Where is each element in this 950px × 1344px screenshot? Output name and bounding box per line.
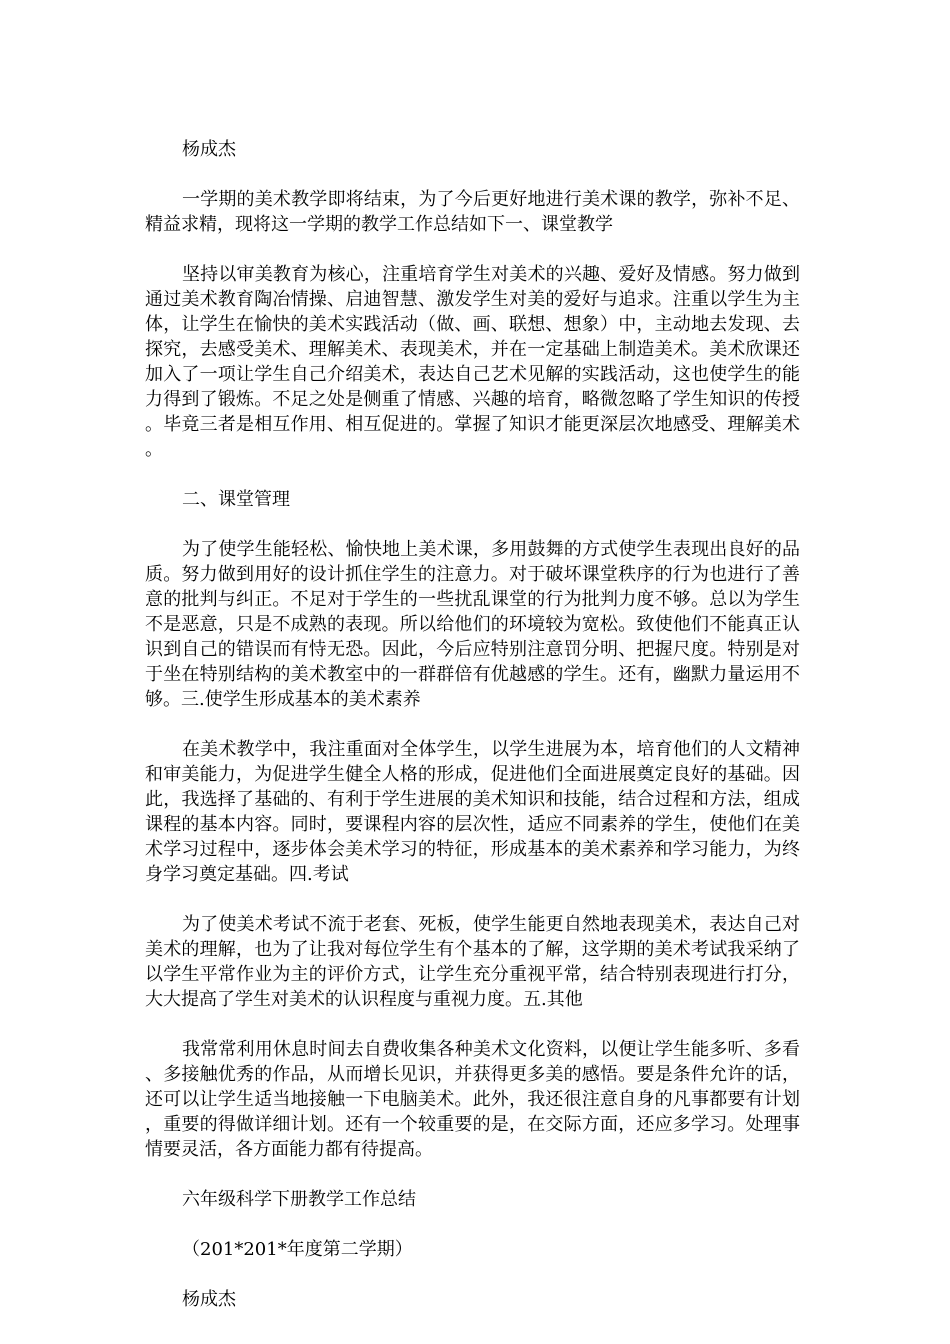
author-name: 杨成杰	[182, 139, 236, 160]
intro-paragraph: 一学期的美术教学即将结束，为了今后更好地进行美术课的教学，弥补不足、精益求精，现将这一学期的教学工作总结如下一、课堂教学	[145, 189, 800, 235]
second-document-author: 杨成杰	[182, 1289, 236, 1310]
classroom-teaching-paragraph: 坚持以审美教育为核心，注重培育学生对美术的兴趣、爱好及情感。努力做到通过美术教育陶冶情操、启迪智慧、激发学生对美的爱好与追求。注重以学生为主体，让学生在愉快的美术实践活动（做、画、联想、想象）中，主动地去发现、去探究，去感受美术、理解美术、表现美术，并在一定基础上制造美术。美术欣课还加入了一项让学生自己介绍美术，表达自己艺术见解的实践活动，这也使学生的能力得到了锻炼。不足之处是侧重了情感、兴趣的培育，略微忽略了学生知识的传授。毕竟三者是相互作用、相互促进的。掌握了知识才能更深层次地感受、理解美术。	[145, 264, 800, 460]
second-document-title: 六年级科学下册教学工作总结	[182, 1189, 416, 1210]
second-document-term: （201*201*年度第二学期）	[182, 1239, 413, 1260]
exam-paragraph: 为了使美术考试不流于老套、死板，使学生能更自然地表现美术，表达自己对美术的理解，也为了让我对每位学生有个基本的了解，这学期的美术考试我采纳了以学生平常作业为主的评价方式，让学生充分重视平常，结合特别表现进行打分，大大提高了学生对美术的认识程度与重视力度。五.其他	[145, 914, 800, 1010]
other-paragraph: 我常常利用休息时间去自费收集各种美术文化资料，以便让学生能多听、多看、多接触优秀的作品，从而增长见识，并获得更多美的感悟。要是条件允许的话，还可以让学生适当地接触一下电脑美术。此外，我还很注意自身的凡事都要有计划，重要的得做详细计划。还有一个较重要的是，在交际方面，还应多学习。处理事情要灵活，各方面能力都有待提高。	[145, 1039, 800, 1160]
section-heading-classroom-management: 二、课堂管理	[182, 489, 290, 510]
classroom-management-paragraph: 为了使学生能轻松、愉快地上美术课，多用鼓舞的方式使学生表现出良好的品质。努力做到用好的设计抓住学生的注意力。对于破坏课堂秩序的行为也进行了善意的批判与纠正。不足对于学生的一些扰乱课堂的行为批判力度不够。总以为学生不是恶意，只是不成熟的表现。所以给他们的环境较为宽松。致使他们不能真正认识到自己的错误而有恃无恐。因此，今后应特别注意罚分明、把握尺度。特别是对于坐在特别结构的美术教室中的一群群倍有优越感的学生。还有，幽默力量运用不够。三.使学生形成基本的美术素养	[145, 539, 800, 710]
document-body	[145, 137, 800, 1337]
art-literacy-paragraph: 在美术教学中，我注重面对全体学生，以学生进展为本，培育他们的人文精神和审美能力，为促进学生健全人格的形成，促进他们全面进展奠定良好的基础。因此，我选择了基础的、有利于学生进展的美术知识和技能，结合过程和方法，组成课程的基本内容。同时，要课程内容的层次性，适应不同素养的学生，使他们在美术学习过程中，逐步体会美术学习的特征，形成基本的美术素养和学习能力，为终身学习奠定基础。四.考试	[145, 739, 800, 885]
